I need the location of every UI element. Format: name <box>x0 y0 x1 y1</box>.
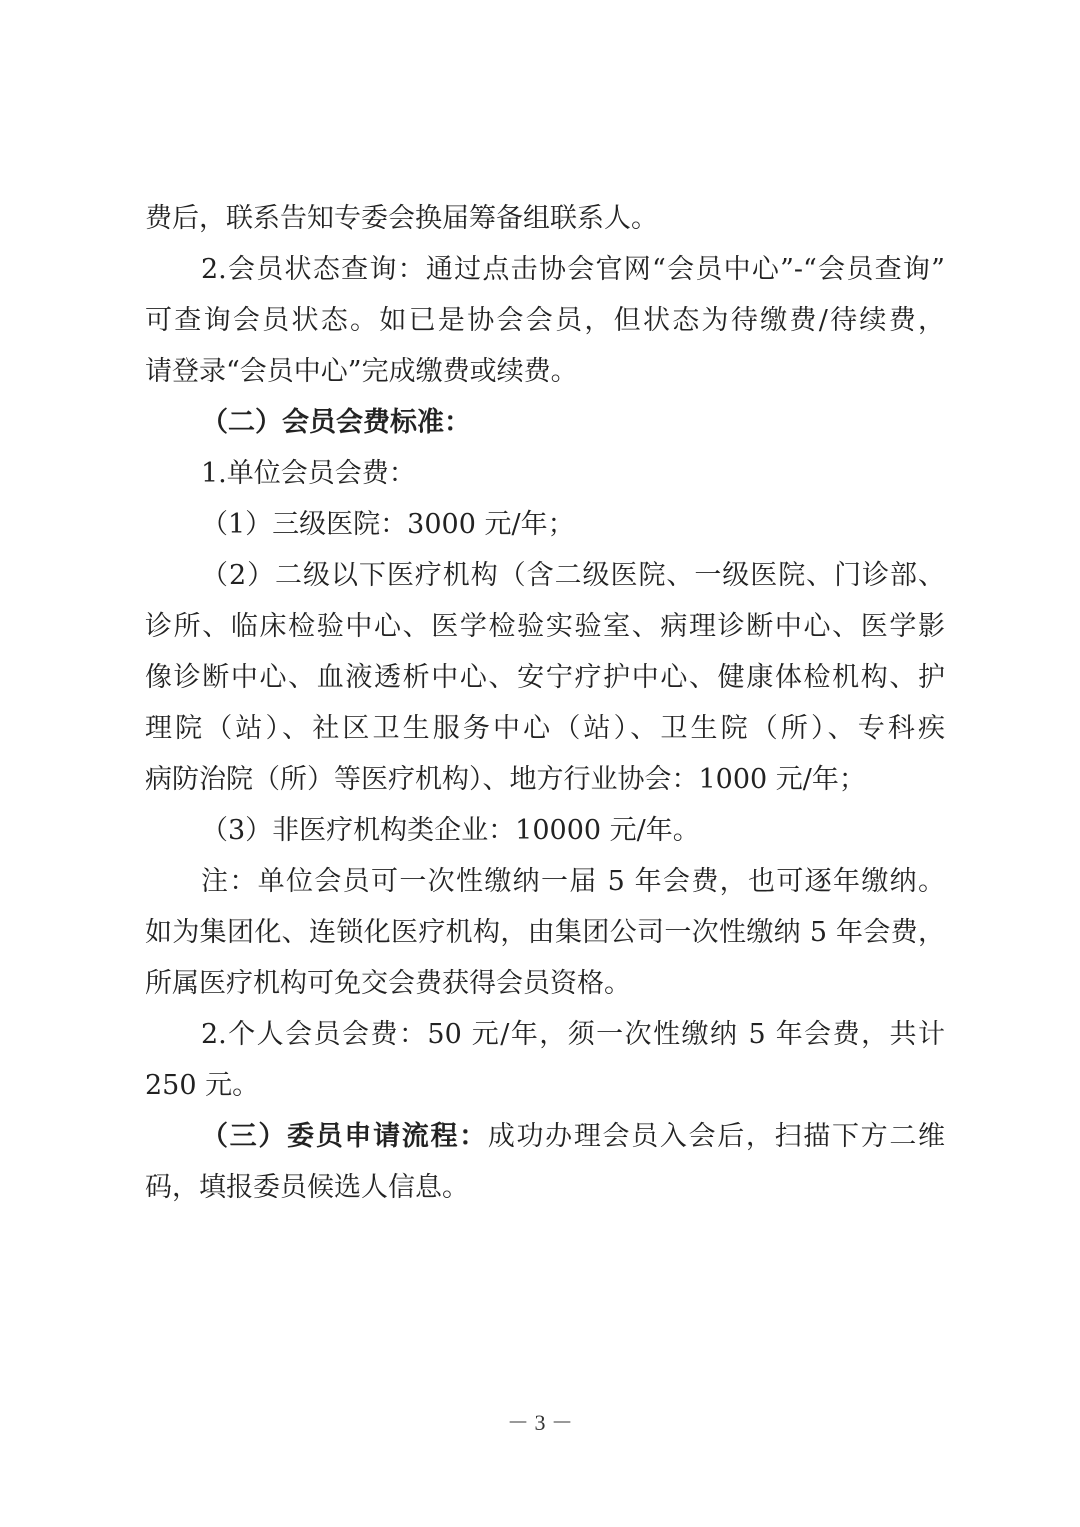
paragraph-line: 2.会员状态查询：通过点击协会官网“会员中心”-“会员查询” <box>201 254 945 285</box>
section-heading-line <box>145 1111 945 1162</box>
paragraph-line: （2）二级以下医疗机构（含二级医院、一级医院、门诊部、 <box>201 560 945 591</box>
paragraph-line: 像诊断中心、血液透析中心、安宁疗护中心、健康体检机构、护 <box>145 662 945 693</box>
document-body <box>145 193 945 1213</box>
paragraph-line: 理院（站）、社区卫生服务中心（站）、卫生院（所）、专科疾 <box>145 713 945 744</box>
paragraph-line: （1）三级医院：3000 元/年； <box>201 509 575 540</box>
section-heading: （二）会员会费标准： <box>201 407 471 438</box>
paragraph-line: 所属医疗机构可免交会费获得会员资格。 <box>145 968 631 999</box>
paragraph-line: 如为集团化、连锁化医疗机构，由集团公司一次性缴纳 5 年会费， <box>145 917 945 948</box>
section-heading: （三）委员申请流程： <box>201 1121 488 1152</box>
paragraph-line: 请登录“会员中心”完成缴费或续费。 <box>145 356 578 387</box>
paragraph-line: 2.个人会员会费：50 元/年，须一次性缴纳 5 年会费，共计 <box>201 1019 945 1050</box>
paragraph-line: 病防治院（所）等医疗机构）、地方行业协会：1000 元/年； <box>145 764 866 795</box>
paragraph-line: 250 元。 <box>145 1070 260 1101</box>
paragraph-line: 可查询会员状态。如已是协会会员，但状态为待缴费/待续费， <box>145 305 945 336</box>
paragraph-line: （3）非医疗机构类企业：10000 元/年。 <box>201 815 700 846</box>
paragraph-line: 1.单位会员会费： <box>201 458 416 489</box>
paragraph-text: 成功办理会员入会后，扫描下方二维 <box>487 1121 946 1152</box>
paragraph-line: 注：单位会员可一次性缴纳一届 5 年会费，也可逐年缴纳。 <box>201 866 945 897</box>
paragraph-line: 费后，联系告知专委会换届筹备组联系人。 <box>145 203 658 234</box>
page-number: － 3 － <box>506 1410 573 1435</box>
paragraph-line: 码，填报委员候选人信息。 <box>145 1172 469 1203</box>
paragraph-line: 诊所、临床检验中心、医学检验实验室、病理诊断中心、医学影 <box>145 611 945 642</box>
